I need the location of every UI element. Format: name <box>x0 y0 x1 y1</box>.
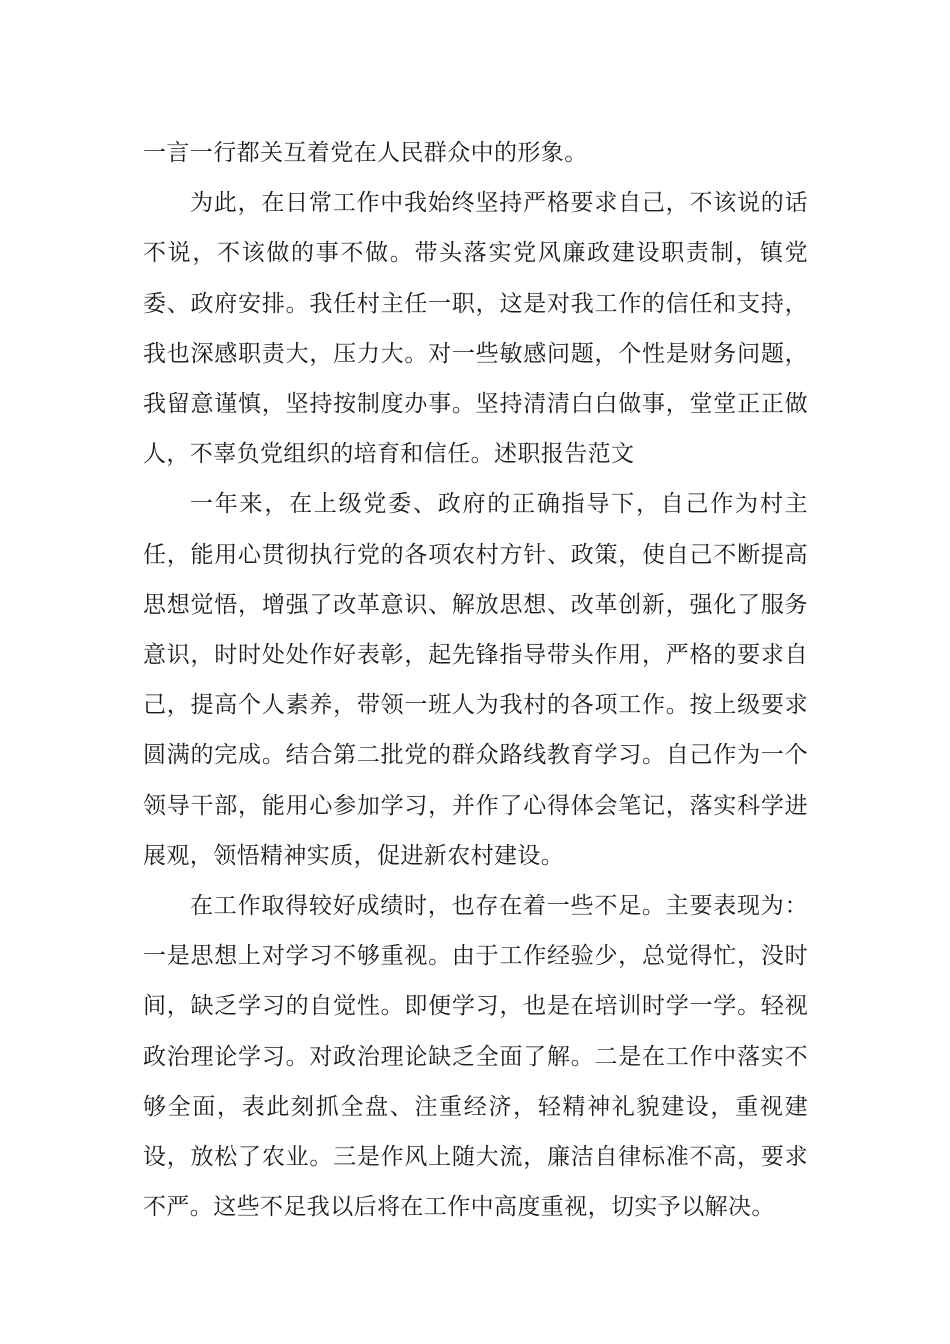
document-body <box>143 128 808 1232</box>
paragraph-shortcomings: 在工作取得较好成绩时，也存在着一些不足。主要表现为：一是思想上对学习不够重视。由于工作经验少，总觉得忙，没时间，缺乏学习的自觉性。即便学习，也是在培训时学一学。轻视政治理论学习。对政治理论缺乏全面了解。二是在工作中落实不够全面，表此刻抓全盘、注重经济，轻精神礼貌建设，重视建设，放松了农业。三是作风上随大流，廉洁自律标准不高，要求不严。这些不足我以后将在工作中高度重视，切实予以解决。 <box>143 893 808 1221</box>
paragraph-self-discipline: 为此，在日常工作中我始终坚持严格要求自己，不该说的话不说，不该做的事不做。带头落实党风廉政建设职责制，镇党委、政府安排。我任村主任一职，这是对我工作的信任和支持，我也深感职责大，压力大。对一些敏感问题，个性是财务问题，我留意谨慎，坚持按制度办事。坚持清清白白做事，堂堂正正做人，不辜负党组织的培育和信任。述职报告范文 <box>143 190 808 468</box>
paragraph-continuation: 一言一行都关互着党在人民群众中的形象。 <box>143 140 588 166</box>
paragraph-yearly-work: 一年来，在上级党委、政府的正确指导下，自己作为村主任，能用心贯彻执行党的各项农村方针、政策，使自己不断提高思想觉悟，增强了改革意识、解放思想、改革创新，强化了服务意识，时时处处作好表彰，起先锋指导带头作用，严格的要求自己，提高个人素养，带领一班人为我村的各项工作。按上级要求圆满的完成。结合第二批党的群众路线教育学习。自己作为一个领导干部，能用心参加学习，并作了心得体会笔记，落实科学进展观，领悟精神实质，促进新农村建设。 <box>143 491 808 869</box>
